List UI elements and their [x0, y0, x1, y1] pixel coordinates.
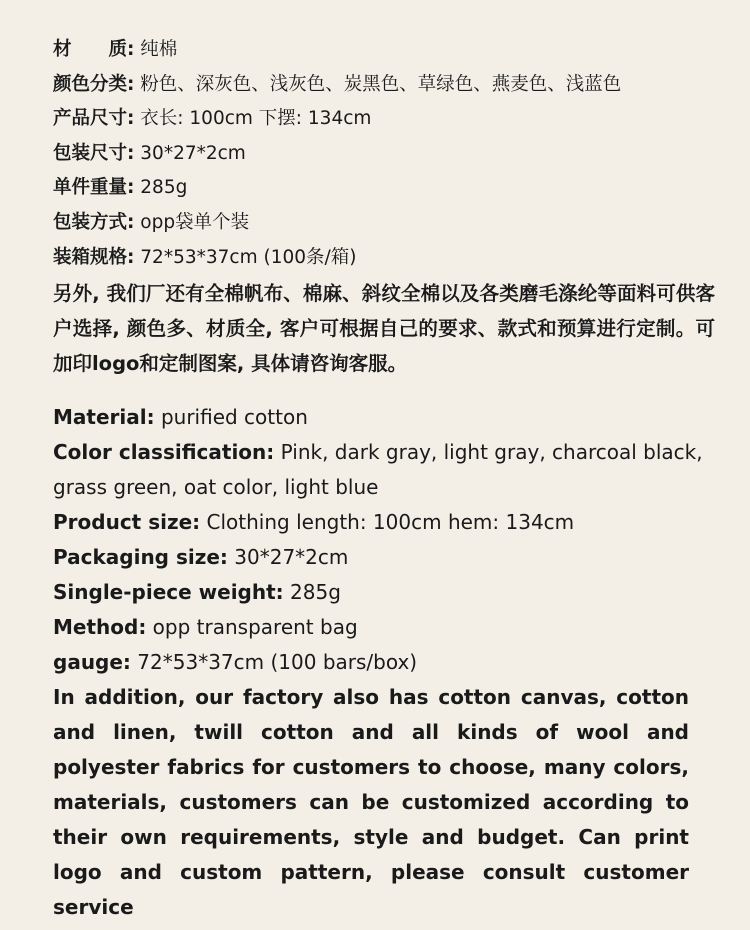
additional-info-paragraph-en: In addition, our factory also has cotton canvas, cotton and linen, twill cotton and all kinds of wool and polyester fabrics for customers to choose, many colors, materials, customers can be customized according to their own requirements, style and budget. Can print logo and custom pattern, please consult customer service	[53, 685, 689, 920]
package-size-row-cn	[53, 137, 720, 172]
material-label-en: Material:	[53, 405, 155, 430]
material-value-cn: 纯棉	[134, 39, 178, 60]
size-value-en: Clothing length: 100cm hem: 134cm	[200, 510, 575, 535]
weight-row-en	[53, 575, 703, 610]
weight-label-cn: 单件重量:	[53, 177, 135, 199]
material-value-en: purified cotton	[154, 405, 308, 430]
packing-method-label-cn: 包装方式:	[53, 211, 135, 233]
weight-label-en: Single-piece weight:	[53, 580, 284, 605]
material-row-cn	[53, 33, 720, 68]
size-value-cn: 衣长: 100cm 下摆: 134cm	[134, 108, 372, 130]
gauge-value-en: 72*53*37cm (100 bars/box)	[130, 650, 418, 675]
method-value-en: opp transparent bag	[146, 615, 358, 640]
color-label-cn: 颜色分类:	[53, 73, 135, 95]
material-label-cn: 材 质:	[53, 39, 135, 60]
gauge-row-en	[53, 645, 703, 680]
color-row-cn	[53, 68, 720, 103]
color-value-en: Pink, dark gray, light gray, charcoal black, grass green, oat color, light blue	[53, 440, 703, 500]
material-row-en	[53, 400, 703, 435]
color-label-en: Color classification:	[53, 440, 275, 465]
method-label-en: Method:	[53, 615, 147, 640]
carton-spec-label-cn: 装箱规格:	[53, 246, 135, 268]
size-row-en	[53, 505, 703, 540]
package-size-label-en: Packaging size:	[53, 545, 228, 570]
weight-row-cn	[53, 171, 720, 206]
gauge-label-en: gauge:	[53, 650, 131, 675]
size-label-en: Product size:	[53, 510, 201, 535]
color-value-cn: 粉色、深灰色、浅灰色、炭黑色、草绿色、燕麦色、浅蓝色	[134, 73, 622, 95]
package-size-row-en	[53, 540, 703, 575]
color-row-en	[53, 435, 703, 505]
package-size-label-cn: 包装尺寸:	[53, 142, 135, 164]
additional-info-paragraph-cn: 另外, 我们厂还有全棉帆布、棉麻、斜纹全棉以及各类磨毛涤纶等面料可供客户选择, 颜色多、材质全, 客户可根据自己的要求、款式和预算进行定制。可加印logo和定制图案, 具体请咨询客服。	[53, 282, 715, 376]
packing-method-row-cn	[53, 206, 720, 241]
weight-value-cn: 285g	[134, 177, 188, 199]
weight-value-en: 285g	[283, 580, 341, 605]
size-label-cn: 产品尺寸:	[53, 108, 135, 130]
method-row-en	[53, 610, 703, 645]
carton-spec-value-cn: 72*53*37cm (100条/箱)	[134, 246, 357, 268]
chinese-spec-block	[53, 33, 720, 381]
package-size-value-cn: 30*27*2cm	[134, 142, 246, 164]
size-row-cn	[53, 102, 720, 137]
package-size-value-en: 30*27*2cm	[227, 545, 349, 570]
english-spec-block	[53, 400, 720, 925]
packing-method-value-cn: opp袋单个装	[134, 211, 250, 233]
carton-spec-row-cn	[53, 241, 720, 276]
